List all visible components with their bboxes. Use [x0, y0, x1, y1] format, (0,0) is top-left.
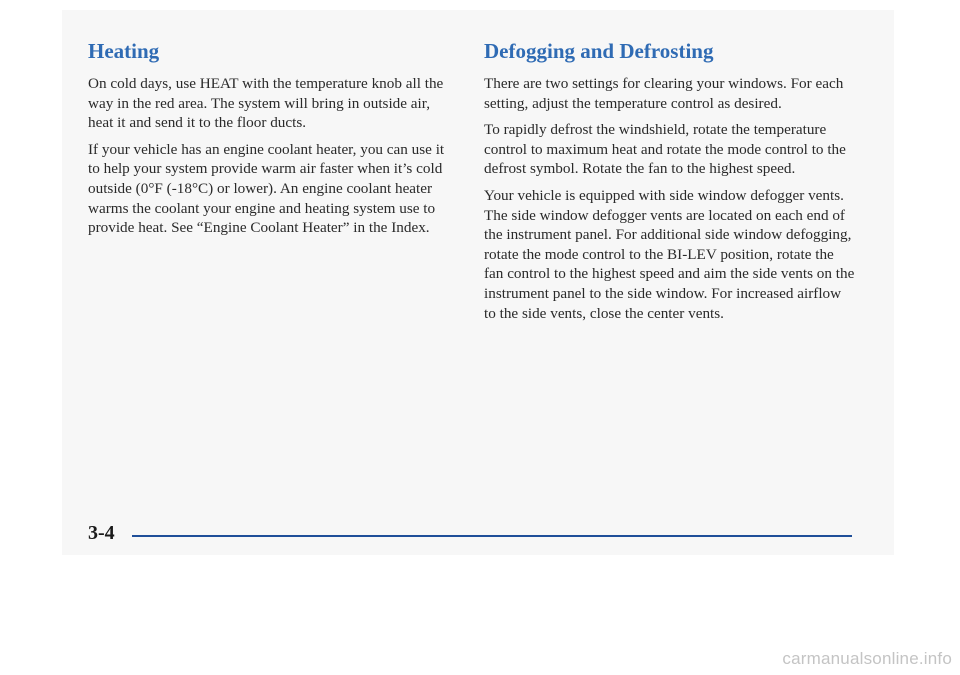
- heating-paragraph-1: On cold days, use HEAT with the temperature knob all the way in the red area. The system will bring in outside air, heat it and send it to the floor ducts.: [88, 75, 444, 132]
- heating-paragraph-2: If your vehicle has an engine coolant heater, you can use it to help your system provide warm air faster when it’s cold outside (0°F (-18°C) or lower). An engine coolant heater warms the coolant your engine and heating system use to provide heat. See “Engine Coolant Heater” in the Index.: [88, 140, 445, 237]
- heating-section: [88, 38, 456, 245]
- watermark-text: carmanualsonline.info: [782, 649, 952, 668]
- defogging-section: [484, 38, 856, 330]
- defogging-paragraph-2: To rapidly defrost the windshield, rotate the temperature control to maximum heat and rotate the mode control to the defrost symbol. Rotate the fan to the highest speed.: [484, 121, 846, 178]
- defogging-paragraph-3: Your vehicle is equipped with side window defogger vents. The side window defogger vents are located on each end of the instrument panel. For additional side window defogging, rotate the mode control to the BI-LEV position, rotate the fan control to the highest speed and aim the side vents on the instrument panel to the side window. For increased airflow to the side vents, close the center vents.: [484, 186, 855, 322]
- defogging-paragraph-1: There are two settings for clearing your windows. For each setting, adjust the temperature control as desired.: [484, 75, 844, 112]
- heating-heading: Heating: [88, 39, 160, 63]
- footer-rule: [132, 535, 852, 537]
- manual-page: [62, 10, 894, 555]
- page-footer: [88, 520, 854, 548]
- defogging-heading: Defogging and Defrosting: [484, 39, 714, 63]
- page-number: 3-4: [88, 522, 115, 544]
